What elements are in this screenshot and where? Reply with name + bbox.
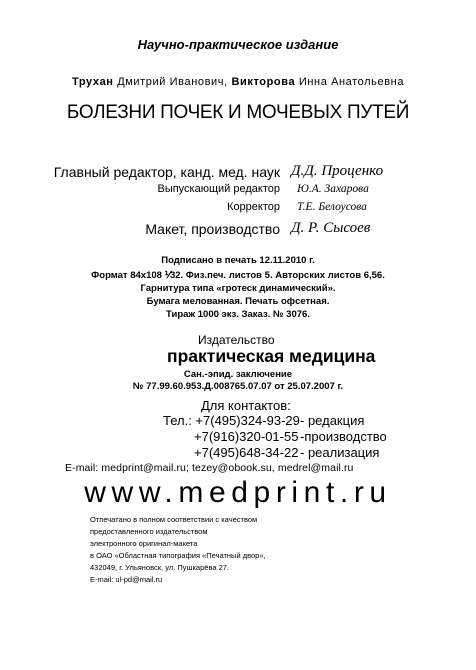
credit-name-managing-editor: Ю.А. Захарова (297, 183, 369, 195)
imprint-line: электронного оригинал-макета (90, 539, 198, 548)
phone-label-editorial: - редакция (300, 413, 365, 428)
credit-role-proofreader: Корректор (227, 201, 280, 213)
print-signed-date: Подписано в печать 12.11.2010 г. (161, 255, 315, 266)
imprint-line: в ОАО «Областная типография «Печатный двор», (90, 551, 266, 560)
imprint-line: предоставленного издательством (90, 527, 208, 536)
credit-role-managing-editor: Выпускающий редактор (157, 183, 280, 195)
author-1-surname: Трухан (71, 76, 114, 88)
phone-label-production: -производство (300, 429, 387, 444)
phone-number-sales: +7(495)648-34-22 (194, 445, 299, 460)
license-line-1: Сан.-эпид. заключение (183, 369, 293, 380)
imprint-email: E-mail: ul-pd@mail.ru (90, 575, 163, 584)
print-paper: Бумага мелованная. Печать офсетная. (146, 296, 330, 307)
publisher-label: Издательство (198, 333, 275, 347)
credit-name-layout: Д. Р. Сысоев (291, 220, 371, 236)
author-2-surname: Викторова (231, 76, 296, 88)
credit-name-proofreader: Т.Е. Белоусова (297, 201, 367, 213)
phone-number-production: +7(916)320-01-55 (194, 429, 299, 444)
phone-number-editorial: Тел.: +7(495)324-93-29 (163, 413, 300, 428)
email-line: E-mail: medprint@mail.ru; tezey@obook.su, medrel@mail.ru (65, 462, 354, 474)
credit-role-chief-editor: Главный редактор, канд. мед. наук (53, 164, 280, 180)
credit-name-chief-editor: Д.Д. Проценко (291, 163, 384, 179)
print-format: Формат 84x108 ⅟32. Физ.печ. листов 5. Авторских листов 6,56. (91, 270, 385, 281)
phone-label-sales: - реализация (300, 445, 380, 460)
series-heading: Научно-практическое издание (137, 37, 339, 52)
author-2-given-names: Инна Анатольевна (298, 76, 405, 88)
license-line-2: № 77.99.60.953.Д.008765.07.07 от 25.07.2007 г. (132, 381, 344, 392)
contacts-label: Для контактов: (201, 398, 291, 413)
authors-line (0, 76, 476, 88)
credit-role-layout: Макет, производство (145, 221, 280, 237)
website-url: www.medprint.ru (84, 476, 392, 509)
print-run: Тираж 1000 экз. Заказ. № 3076. (166, 309, 310, 320)
imprint-line: Отпечатано в полном соответствии с качеством (90, 515, 258, 524)
print-typeface: Гарнитура типа «гротеск динамический». (140, 283, 336, 294)
book-title: БОЛЕЗНИ ПОЧЕК И МОЧЕВЫХ ПУТЕЙ (66, 102, 410, 123)
imprint-line: 432049, г. Ульяновск, ул. Пушкарёва 27. (90, 563, 230, 572)
publisher-name: практическая медицина (167, 346, 376, 366)
author-1-given-names: Дмитрий Иванович, (117, 76, 228, 88)
